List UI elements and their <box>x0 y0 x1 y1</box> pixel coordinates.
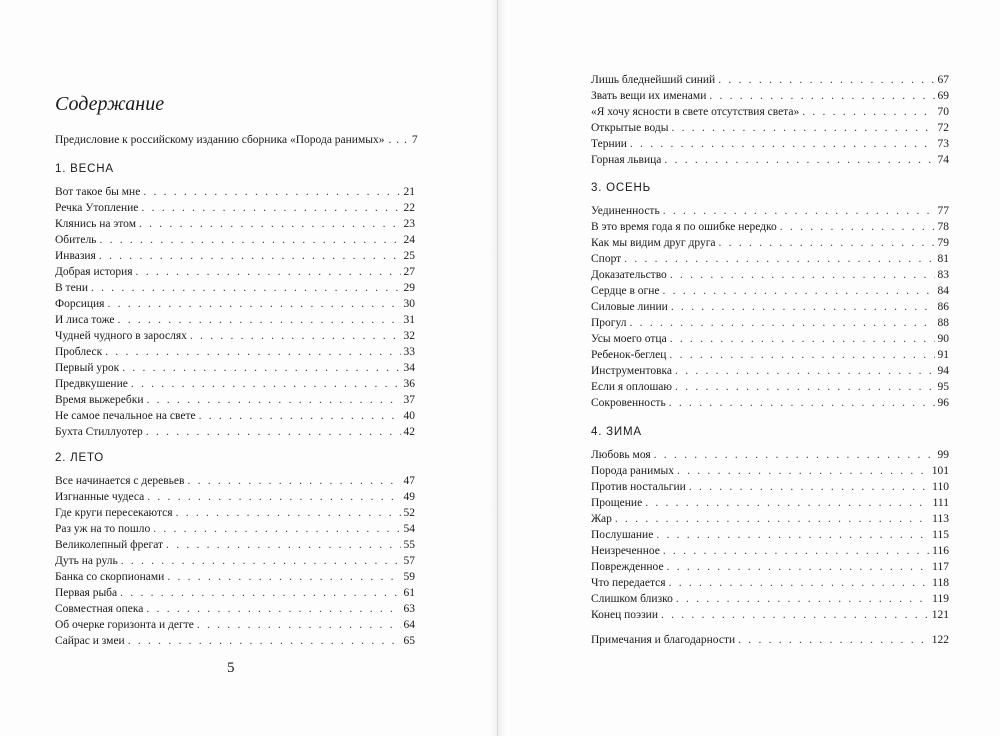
leader-dots <box>670 267 935 283</box>
toc-entry <box>55 408 415 424</box>
toc-entry-title: Предвкушение <box>55 378 128 390</box>
leader-dots <box>630 315 935 331</box>
toc-entry-page: 79 <box>937 237 949 249</box>
leader-dots <box>689 479 929 495</box>
toc-entry-title: Лишь бледнейший синий <box>591 74 716 86</box>
leader-dots <box>121 553 401 569</box>
leader-dots <box>615 511 929 527</box>
section <box>55 161 415 440</box>
leader-dots <box>128 633 401 649</box>
toc-entry-page: 61 <box>403 587 415 599</box>
toc-entry <box>591 591 949 607</box>
leader-dots <box>99 248 401 264</box>
toc-entry-title: Все начинается с деревьев <box>55 475 185 487</box>
toc-entry-page: 96 <box>937 397 949 409</box>
toc-entry-title: Не самое печальное на свете <box>55 410 196 422</box>
toc-entry-title: Проблеск <box>55 346 103 358</box>
toc-entry <box>591 575 949 591</box>
toc-entry-page: 91 <box>937 349 949 361</box>
toc-entry <box>591 72 949 88</box>
toc-entry-page: 117 <box>932 561 949 573</box>
leader-dots <box>669 575 930 591</box>
leader-dots <box>147 489 400 505</box>
leader-dots <box>656 527 929 543</box>
page-number: 5 <box>227 660 235 676</box>
toc-entry-page: 33 <box>403 346 415 358</box>
toc-entry-page: 64 <box>403 619 415 631</box>
toc-entry <box>55 248 415 264</box>
toc-entry-title: Тернии <box>591 138 627 150</box>
leader-dots <box>91 280 401 296</box>
leader-dots <box>197 617 401 633</box>
toc-entry <box>55 216 415 232</box>
toc-entry <box>55 585 415 601</box>
toc-entry <box>591 379 949 395</box>
preface-page: 7 <box>411 134 418 146</box>
section <box>591 180 949 411</box>
toc-entry-page: 52 <box>403 507 415 519</box>
leader-dots <box>719 235 935 251</box>
toc-entry <box>55 601 415 617</box>
toc-entry-page: 121 <box>931 609 949 621</box>
section-heading: 2. ЛЕТО <box>55 452 105 464</box>
toc-entry-title: Усы моего отца <box>591 333 667 345</box>
toc-entry-title: Конец поэзии <box>591 609 658 621</box>
toc-entry-title: Время выжеребки <box>55 394 144 406</box>
toc-entry-title: Великолепный фрегат <box>55 539 164 551</box>
toc-entry-title: Уединенность <box>591 205 660 217</box>
toc-entry-page: 113 <box>932 513 949 525</box>
toc-entry-page: 116 <box>932 545 949 557</box>
leader-dots <box>146 424 401 440</box>
toc-entry <box>591 495 949 511</box>
toc-entry-title: «Я хочу ясности в свете отсутствия света» <box>591 106 800 118</box>
toc-entry <box>55 537 415 553</box>
leader-dots <box>105 344 400 360</box>
toc-entry-title: Первая рыба <box>55 587 118 599</box>
toc-entry <box>591 104 949 120</box>
toc-entry-page: 67 <box>937 74 949 86</box>
toc-entry-page: 70 <box>937 106 949 118</box>
leader-dots <box>120 585 400 601</box>
right-page <box>591 0 949 736</box>
toc-entry <box>591 347 949 363</box>
toc-entry-page: 90 <box>937 333 949 345</box>
toc-entry-page: 47 <box>403 475 415 487</box>
toc-entry-page: 86 <box>937 301 949 313</box>
toc-entry-title: Совместная опека <box>55 603 144 615</box>
toc-entry-title: Первый урок <box>55 362 120 374</box>
toc-entry-title: Горная львица <box>591 154 662 166</box>
toc-entry-page: 77 <box>937 205 949 217</box>
left-page <box>55 0 418 736</box>
toc-entry-title: Прощение <box>591 497 643 509</box>
toc-entry-page: 31 <box>403 314 415 326</box>
toc-entry <box>55 424 415 440</box>
toc-entry <box>591 395 949 411</box>
preface-entry <box>55 134 418 146</box>
toc-entry <box>55 553 415 569</box>
toc-entry <box>55 473 415 489</box>
leader-dots <box>146 601 400 617</box>
toc-entry-page: 72 <box>937 122 949 134</box>
toc-entry <box>55 633 415 649</box>
toc-entry-page: 29 <box>403 282 415 294</box>
toc-entry <box>591 543 949 559</box>
toc-entry-title: Прогул <box>591 317 627 329</box>
toc-entry <box>591 235 949 251</box>
toc-entry-title: Форсиция <box>55 298 105 310</box>
leader-dots <box>167 569 400 585</box>
leader-dots <box>146 392 400 408</box>
toc-entry-page: 57 <box>403 555 415 567</box>
toc-entry <box>55 312 415 328</box>
section-heading: 4. ЗИМА <box>591 426 642 438</box>
toc-entry-page: 115 <box>932 529 949 541</box>
leader-dots <box>122 360 400 376</box>
toc-entry-page: 81 <box>937 253 949 265</box>
toc-entry-page: 63 <box>403 603 415 615</box>
toc-entry <box>55 200 415 216</box>
leader-dots <box>670 331 935 347</box>
toc-entry <box>591 479 949 495</box>
toc-entry <box>55 569 415 585</box>
leader-dots <box>669 347 934 363</box>
toc-entry <box>591 203 949 219</box>
toc-entry <box>55 296 415 312</box>
toc-entry <box>55 376 415 392</box>
leader-dots <box>143 184 400 200</box>
toc-entry-page: 32 <box>403 330 415 342</box>
toc-entry-title: И лиса тоже <box>55 314 115 326</box>
leader-dots <box>630 136 935 152</box>
toc-entry <box>591 363 949 379</box>
toc-entry-page: 24 <box>403 234 415 246</box>
toc-entry-title: Слишком близко <box>591 593 673 605</box>
book-gutter <box>497 0 498 736</box>
leader-dots <box>676 591 929 607</box>
toc-entry <box>55 184 415 200</box>
gutter-shadow <box>490 0 506 736</box>
toc-entry-title: Силовые линии <box>591 301 668 313</box>
leader-dots <box>153 521 400 537</box>
toc-entry-page: 49 <box>403 491 415 503</box>
leader-dots <box>663 543 929 559</box>
toc-entry <box>55 280 415 296</box>
toc-entry-title: Дуть на руль <box>55 555 118 567</box>
toc-entry-title: Клянись на этом <box>55 218 136 230</box>
toc-entry-page: 25 <box>403 250 415 262</box>
toc-entry <box>55 617 415 633</box>
leader-dots <box>661 607 929 623</box>
toc-entry-page: 36 <box>403 378 415 390</box>
leader-dots <box>675 379 934 395</box>
leader-dots <box>718 72 934 88</box>
toc-entry-page: 59 <box>403 571 415 583</box>
leader-dots <box>107 296 400 312</box>
toc-entry-title: Доказательство <box>591 269 667 281</box>
toc-entry-page: 27 <box>403 266 415 278</box>
toc-entry-title: Сайрас и змеи <box>55 635 125 647</box>
leader-dots <box>669 395 935 411</box>
toc-entry <box>591 219 949 235</box>
leader-dots <box>136 264 401 280</box>
toc-entry-page: 122 <box>931 634 949 646</box>
toc-entry-title: Бухта Стиллуотер <box>55 426 143 438</box>
toc-entry-title: Что передается <box>591 577 666 589</box>
toc-entry-title: Инструментовка <box>591 365 673 377</box>
toc-entry <box>55 489 415 505</box>
toc-entry-title: Примечания и благодарности <box>591 634 736 646</box>
toc-entry-page: 34 <box>403 362 415 374</box>
toc-entry <box>55 328 415 344</box>
leader-dots <box>141 200 400 216</box>
preface-dots: . . . <box>388 134 408 146</box>
toc-entry-page: 65 <box>403 635 415 647</box>
toc-entry <box>591 607 949 623</box>
toc-entry <box>591 251 949 267</box>
toc-entry-page: 83 <box>937 269 949 281</box>
leader-dots <box>176 505 401 521</box>
toc-entry <box>591 527 949 543</box>
toc-entry-title: Неизреченное <box>591 545 660 557</box>
toc-entry-page: 119 <box>932 593 949 605</box>
section <box>591 72 949 168</box>
toc-entry <box>55 264 415 280</box>
leader-dots <box>118 312 401 328</box>
toc-entry-page: 40 <box>403 410 415 422</box>
toc-entry-page: 94 <box>937 365 949 377</box>
toc-entry-page: 118 <box>932 577 949 589</box>
toc-entry-title: Ребенок-беглец <box>591 349 667 361</box>
toc-entry-title: В это время года я по ошибке нередко <box>591 221 777 233</box>
toc-entry-title: Сокровенность <box>591 397 666 409</box>
toc-entry <box>591 559 949 575</box>
toc-entry <box>55 505 415 521</box>
toc-entry-title: Любовь моя <box>591 449 651 461</box>
toc-entry <box>55 344 415 360</box>
toc-entry-title: Звать вещи их именами <box>591 90 707 102</box>
toc-entry-title: Сердце в огне <box>591 285 660 297</box>
leader-dots <box>645 495 929 511</box>
leader-dots <box>663 203 935 219</box>
toc-entry-page: 21 <box>403 186 415 198</box>
leader-dots <box>663 283 935 299</box>
leader-dots <box>671 120 934 136</box>
toc-entry-title: Обитель <box>55 234 97 246</box>
toc-entry-title: Послушание <box>591 529 654 541</box>
toc-entry-title: Против ностальгии <box>591 481 686 493</box>
toc-entry-page: 37 <box>403 394 415 406</box>
toc-entry-title: Порода ранимых <box>591 465 674 477</box>
toc-entry <box>591 315 949 331</box>
section-heading: 3. ОСЕНЬ <box>591 182 651 194</box>
section <box>591 424 949 623</box>
toc-entry-title: Открытые воды <box>591 122 669 134</box>
toc-entry-title: Спорт <box>591 253 622 265</box>
section-heading: 1. ВЕСНА <box>55 163 114 175</box>
toc-entry-title: Изгнанные чудеса <box>55 491 145 503</box>
toc-entry <box>55 521 415 537</box>
leader-dots <box>664 152 934 168</box>
toc-entry-final <box>591 632 949 648</box>
toc-entry-page: 110 <box>932 481 949 493</box>
toc-entry <box>55 232 415 248</box>
toc-entry-title: Вот такое бы мне <box>55 186 141 198</box>
toc-entry-title: Как мы видим друг друга <box>591 237 716 249</box>
leader-dots <box>675 363 934 379</box>
toc-entry <box>591 152 949 168</box>
toc-entry <box>591 463 949 479</box>
leader-dots <box>654 447 935 463</box>
toc-entry-page: 111 <box>932 497 949 509</box>
leader-dots <box>131 376 401 392</box>
leader-dots <box>738 632 929 648</box>
toc-entry-page: 69 <box>937 90 949 102</box>
toc-entry <box>591 88 949 104</box>
toc-title: Содержание <box>55 93 165 115</box>
leader-dots <box>199 408 401 424</box>
toc-entry-page: 55 <box>403 539 415 551</box>
leader-dots <box>802 104 934 120</box>
toc-entry-title: Жар <box>591 513 612 525</box>
toc-entry-title: Инвазия <box>55 250 96 262</box>
toc-entry-page: 101 <box>931 465 949 477</box>
leader-dots <box>709 88 934 104</box>
toc-entry-page: 78 <box>937 221 949 233</box>
toc-entry-title: Речка Утопление <box>55 202 139 214</box>
toc-entry-page: 84 <box>937 285 949 297</box>
toc-entry <box>591 511 949 527</box>
toc-entry-title: Поврежденное <box>591 561 664 573</box>
toc-entry-page: 88 <box>937 317 949 329</box>
toc-entry-title: Банка со скорпионами <box>55 571 165 583</box>
toc-entry-title: Добрая история <box>55 266 133 278</box>
leader-dots <box>187 473 400 489</box>
toc-entry <box>591 447 949 463</box>
toc-entry <box>591 299 949 315</box>
toc-entry-page: 99 <box>937 449 949 461</box>
toc-entry <box>55 392 415 408</box>
toc-entry <box>591 136 949 152</box>
section <box>55 450 415 649</box>
leader-dots <box>166 537 400 553</box>
toc-entry-page: 42 <box>403 426 415 438</box>
leader-dots <box>671 299 935 315</box>
toc-entry-title: В тени <box>55 282 88 294</box>
toc-entry <box>591 120 949 136</box>
toc-entry-title: Где круги пересекаются <box>55 507 173 519</box>
leader-dots <box>677 463 929 479</box>
toc-entry-page: 30 <box>403 298 415 310</box>
toc-entry-title: Об очерке горизонта и дегте <box>55 619 194 631</box>
leader-dots <box>190 328 401 344</box>
leader-dots <box>667 559 930 575</box>
toc-entry-title: Если я оплошаю <box>591 381 673 393</box>
leader-dots <box>780 219 935 235</box>
toc-entry-page: 74 <box>937 154 949 166</box>
toc-entry-title: Раз уж на то пошло <box>55 523 151 535</box>
toc-entry-page: 73 <box>937 138 949 150</box>
toc-entry-page: 54 <box>403 523 415 535</box>
leader-dots <box>99 232 400 248</box>
preface-title: Предисловие к российскому изданию сборника «Порода ранимых» <box>55 134 385 146</box>
toc-entry-page: 23 <box>403 218 415 230</box>
toc-entry <box>591 283 949 299</box>
toc-entry-page: 22 <box>403 202 415 214</box>
toc-entry-title: Чудней чудного в зарослях <box>55 330 187 342</box>
toc-entry <box>591 267 949 283</box>
toc-entry <box>55 360 415 376</box>
leader-dots <box>624 251 934 267</box>
toc-entry-page: 95 <box>937 381 949 393</box>
toc-entry <box>591 331 949 347</box>
leader-dots <box>139 216 401 232</box>
